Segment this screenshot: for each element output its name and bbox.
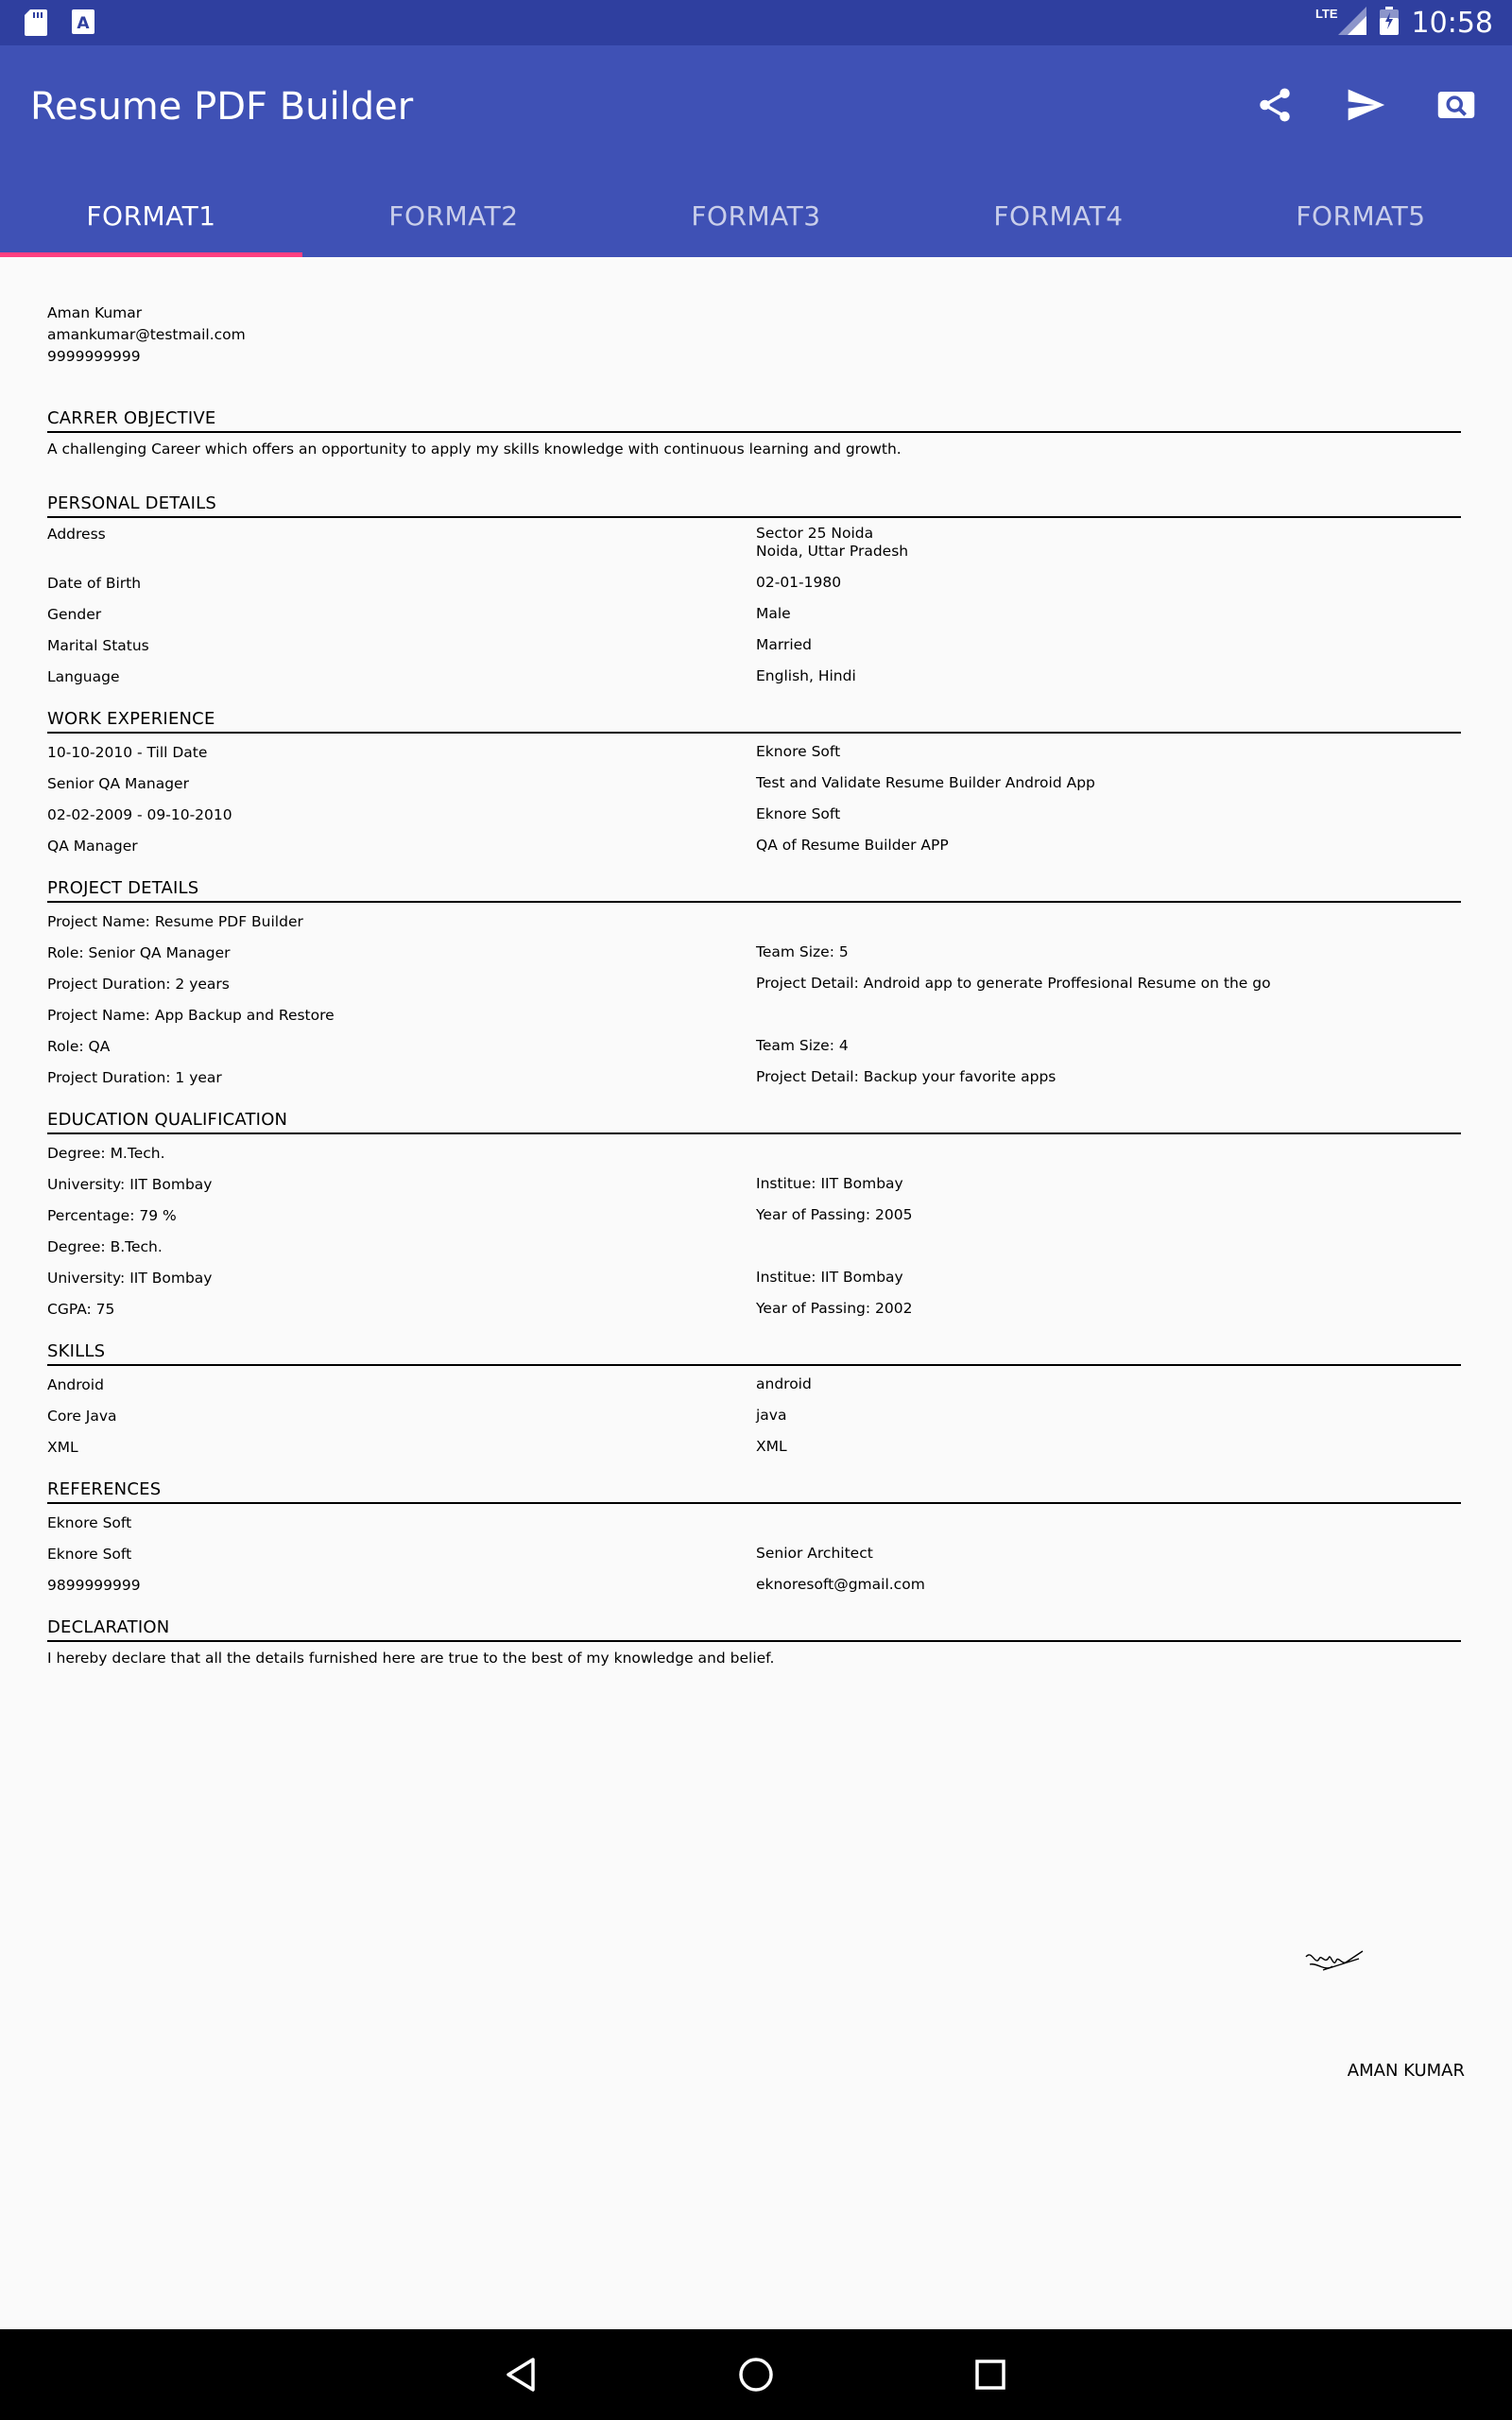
- table-row: [47, 837, 1461, 868]
- tab-format2[interactable]: FORMAT2: [388, 199, 519, 232]
- row-value: Eknore Soft: [756, 743, 841, 760]
- objective-section: [47, 409, 1461, 458]
- row-label: Project Duration: 1 year: [47, 1069, 222, 1086]
- table-row: [47, 1269, 1461, 1300]
- row-label: Eknore Soft: [47, 1514, 132, 1531]
- share-icon: [1255, 85, 1295, 125]
- table-row: [47, 525, 1461, 574]
- app-title: Resume PDF Builder: [30, 85, 414, 129]
- row-label: Android: [47, 1376, 104, 1393]
- section-title: PERSONAL DETAILS: [47, 494, 1461, 518]
- resume-document: [47, 302, 1461, 1668]
- row-label: Marital Status: [47, 637, 149, 654]
- row-value: [756, 1513, 1461, 1545]
- row-value: [756, 912, 1461, 943]
- education-section: [47, 1111, 1461, 1331]
- work-section: [47, 710, 1461, 868]
- row-label: Project Name: App Backup and Restore: [47, 1007, 335, 1024]
- declaration-text: I hereby declare that all the details furnished here are true to the best of my knowledge and belief.: [47, 1650, 775, 1667]
- candidate-phone: 9999999999: [47, 348, 141, 365]
- row-label: Project Duration: 2 years: [47, 976, 230, 993]
- row-value: android: [756, 1375, 812, 1392]
- status-bar: [0, 0, 1512, 45]
- search-button[interactable]: [1435, 83, 1478, 127]
- row-value: [756, 1006, 1461, 1037]
- signature-image: [1304, 1945, 1365, 1978]
- projects-section: [47, 879, 1461, 1099]
- candidate-name: Aman Kumar: [47, 304, 143, 321]
- tab-format3[interactable]: FORMAT3: [691, 199, 821, 232]
- table-row: [47, 1037, 1461, 1068]
- row-value: java: [756, 1407, 787, 1424]
- table-row: [47, 1407, 1461, 1438]
- back-icon: [503, 2356, 541, 2394]
- search-icon: [1436, 85, 1476, 125]
- personal-section: [47, 494, 1461, 699]
- table-row: [47, 1144, 1461, 1175]
- table-row: [47, 1237, 1461, 1269]
- network-type: LTE: [1314, 6, 1338, 21]
- row-value: Senior Architect: [756, 1545, 873, 1562]
- table-row: [47, 1300, 1461, 1331]
- table-row: [47, 1576, 1461, 1607]
- row-label: Percentage: 79 %: [47, 1207, 177, 1224]
- table-row: [47, 1068, 1461, 1099]
- back-button[interactable]: [499, 2352, 544, 2397]
- row-label: Language: [47, 668, 120, 685]
- table-row: [47, 1375, 1461, 1407]
- table-row: [47, 805, 1461, 837]
- tab-format4[interactable]: FORMAT4: [993, 199, 1124, 232]
- contact-block: [47, 302, 1461, 368]
- battery-icon: [1380, 7, 1399, 40]
- table-row: [47, 636, 1461, 667]
- skills-section: [47, 1342, 1461, 1469]
- row-label: Project Name: Resume PDF Builder: [47, 913, 303, 930]
- svg-text:A: A: [77, 14, 90, 33]
- table-row: [47, 975, 1461, 1006]
- table-row: [47, 574, 1461, 605]
- row-value: Team Size: 4: [756, 1037, 849, 1054]
- row-value: Male: [756, 605, 791, 622]
- table-row: [47, 1438, 1461, 1469]
- row-value: 02-01-1980: [756, 574, 842, 591]
- row-value: [756, 1237, 1461, 1269]
- table-row: [47, 774, 1461, 805]
- row-value: [756, 525, 1461, 574]
- row-value: Year of Passing: 2005: [756, 1206, 913, 1223]
- row-label: Senior QA Manager: [47, 775, 189, 792]
- signature-name: AMAN KUMAR: [1347, 2061, 1465, 2081]
- send-icon: [1345, 84, 1386, 126]
- row-label: Core Java: [47, 1408, 117, 1425]
- row-value: Team Size: 5: [756, 943, 849, 960]
- sd-card-icon: [25, 9, 47, 41]
- table-row: [47, 1545, 1461, 1576]
- row-label: Degree: M.Tech.: [47, 1145, 165, 1162]
- row-label: XML: [47, 1439, 78, 1456]
- table-row: [47, 667, 1461, 699]
- row-value: Project Detail: Android app to generate Proffesional Resume on the go: [756, 975, 1271, 992]
- address-line: Sector 25 Noida: [756, 525, 874, 542]
- row-value: Project Detail: Backup your favorite apps: [756, 1068, 1057, 1085]
- row-value: Eknore Soft: [756, 805, 841, 822]
- row-value: eknoresoft@gmail.com: [756, 1576, 925, 1593]
- row-label: Eknore Soft: [47, 1546, 132, 1563]
- recents-icon: [973, 2358, 1007, 2392]
- address-line: Noida, Uttar Pradesh: [756, 543, 909, 560]
- row-label: Address: [47, 526, 106, 543]
- candidate-email: amankumar@testmail.com: [47, 326, 246, 343]
- section-title: CARRER OBJECTIVE: [47, 409, 1461, 433]
- send-button[interactable]: [1344, 83, 1387, 127]
- section-title: REFERENCES: [47, 1480, 1461, 1504]
- row-label: Date of Birth: [47, 575, 142, 592]
- row-label: 10-10-2010 - Till Date: [47, 744, 208, 761]
- row-label: 02-02-2009 - 09-10-2010: [47, 806, 232, 823]
- row-label: QA Manager: [47, 838, 138, 855]
- row-label: Gender: [47, 606, 102, 623]
- section-title: EDUCATION QUALIFICATION: [47, 1111, 1461, 1134]
- row-label: University: IIT Bombay: [47, 1270, 213, 1287]
- navigation-bar: [0, 2329, 1512, 2420]
- home-icon: [737, 2356, 775, 2394]
- row-label: Degree: B.Tech.: [47, 1238, 163, 1255]
- share-button[interactable]: [1253, 83, 1297, 127]
- table-row: [47, 1006, 1461, 1037]
- table-row: [47, 1175, 1461, 1206]
- text-notification-icon: [72, 9, 94, 41]
- table-row: [47, 1513, 1461, 1545]
- table-row: [47, 1206, 1461, 1237]
- signal-icon: [1338, 7, 1366, 40]
- table-row: [47, 912, 1461, 943]
- toolbar-actions: [1253, 83, 1478, 127]
- row-label: Role: Senior QA Manager: [47, 944, 231, 961]
- clock: 10:58: [1411, 6, 1493, 40]
- section-title: DECLARATION: [47, 1618, 1461, 1642]
- format-tabs: [0, 174, 1512, 257]
- table-row: [47, 943, 1461, 975]
- row-value: Test and Validate Resume Builder Android App: [756, 774, 1095, 791]
- declaration-section: [47, 1618, 1461, 1668]
- row-value: Married: [756, 636, 813, 653]
- row-label: University: IIT Bombay: [47, 1176, 213, 1193]
- row-value: English, Hindi: [756, 667, 856, 684]
- recents-button[interactable]: [968, 2352, 1013, 2397]
- app-bar: [0, 45, 1512, 257]
- row-value: QA of Resume Builder APP: [756, 837, 949, 854]
- row-label: 9899999999: [47, 1577, 141, 1594]
- row-value: Year of Passing: 2002: [756, 1300, 913, 1317]
- tab-format5[interactable]: FORMAT5: [1296, 199, 1426, 232]
- table-row: [47, 743, 1461, 774]
- row-label: CGPA: 75: [47, 1301, 115, 1318]
- table-row: [47, 605, 1461, 636]
- objective-text: A challenging Career which offers an opportunity to apply my skills knowledge with continuous learning and growth.: [47, 441, 902, 458]
- row-value: [756, 1144, 1461, 1175]
- row-value: XML: [756, 1438, 787, 1455]
- row-value: Institue: IIT Bombay: [756, 1269, 903, 1286]
- row-label: Role: QA: [47, 1038, 111, 1055]
- section-title: WORK EXPERIENCE: [47, 710, 1461, 734]
- section-title: PROJECT DETAILS: [47, 879, 1461, 903]
- references-section: [47, 1480, 1461, 1607]
- tab-format1[interactable]: FORMAT1: [0, 174, 302, 257]
- section-title: SKILLS: [47, 1342, 1461, 1366]
- home-button[interactable]: [733, 2352, 779, 2397]
- row-value: Institue: IIT Bombay: [756, 1175, 903, 1192]
